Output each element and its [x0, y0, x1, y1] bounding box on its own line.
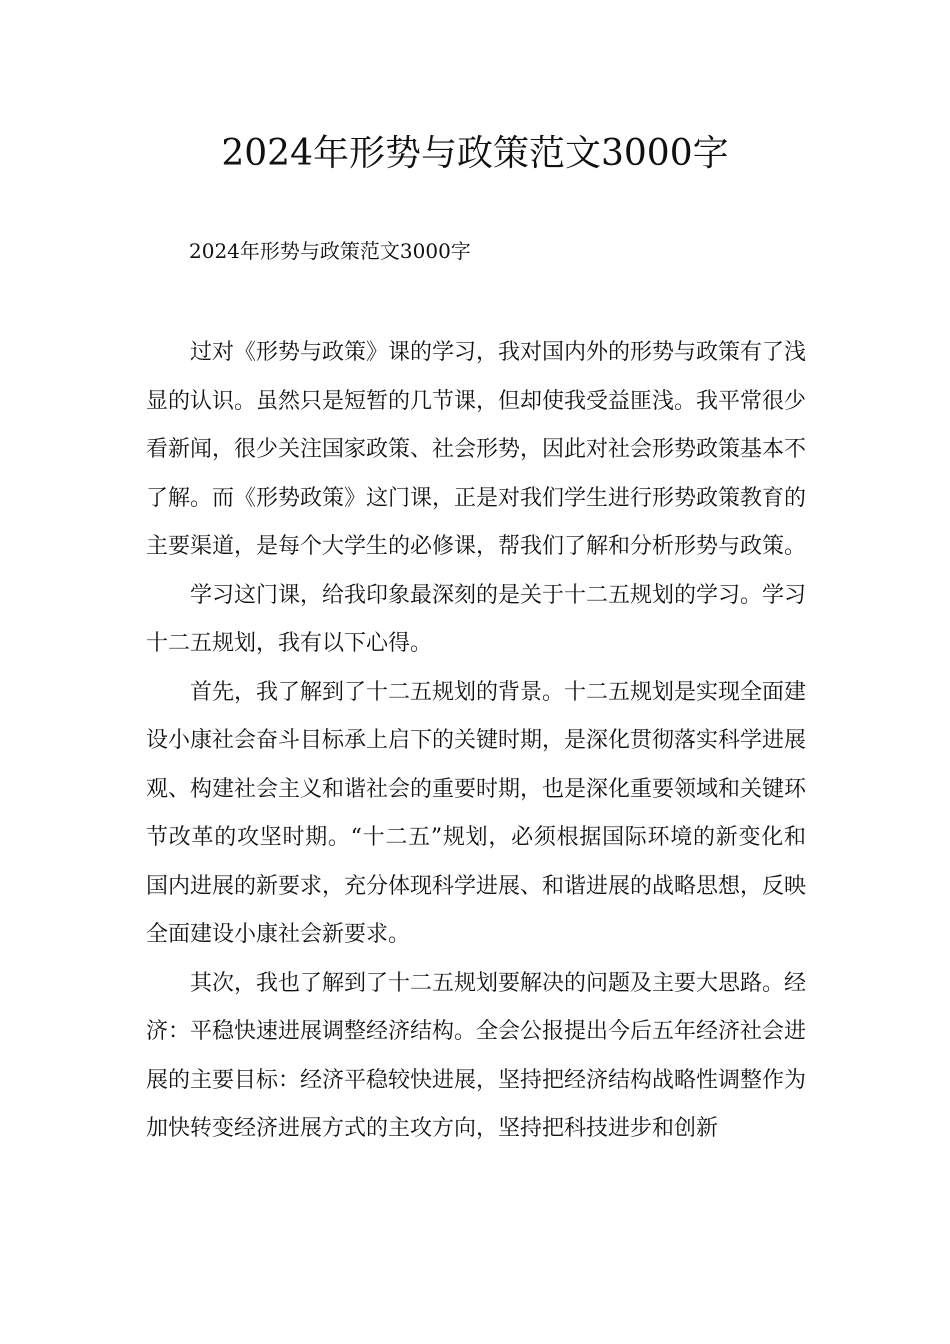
paragraph-4: 其次，我也了解到了十二五规划要解决的问题及主要大思路。经济：平稳快速进展调整经济结构。全会公报提出今后五年经济社会进展的主要目标：经济平稳较快进展，坚持把经济结构战略性调整作为加快转变经济进展方式的主攻方向，坚持把科技进步和创新 [146, 970, 807, 1141]
document-body [146, 329, 806, 1154]
paragraph-2: 学习这门课，给我印象最深刻的是关于十二五规划的学习。学习十二五规划，我有以下心得。 [146, 582, 807, 656]
paragraph-3: 首先，我了解到了十二五规划的背景。十二五规划是实现全面建设小康社会奋斗目标承上启下的关键时期，是深化贯彻落实科学进展观、构建社会主义和谐社会的重要时期，也是深化重要领域和关键环节改革的攻坚时期。“十二五”规划，必须根据国际环境的新变化和国内进展的新要求，充分体现科学进展、和谐进展的战略思想，反映全面建设小康社会新要求。 [146, 679, 807, 947]
paragraph-1: 过对《形势与政策》课的学习，我对国内外的形势与政策有了浅显的认识。虽然只是短暂的几节课，但却使我受益匪浅。我平常很少看新闻，很少关注国家政策、社会形势，因此对社会形势政策基本不了解。而《形势政策》这门课，正是对我们学生进行形势政策教育的主要渠道，是每个大学生的必修课，帮我们了解和分析形势与政策。 [146, 340, 807, 559]
document-subtitle: 2024年形势与政策范文3000字 [189, 239, 471, 263]
document-title: 2024年形势与政策范文3000字 [221, 133, 729, 174]
